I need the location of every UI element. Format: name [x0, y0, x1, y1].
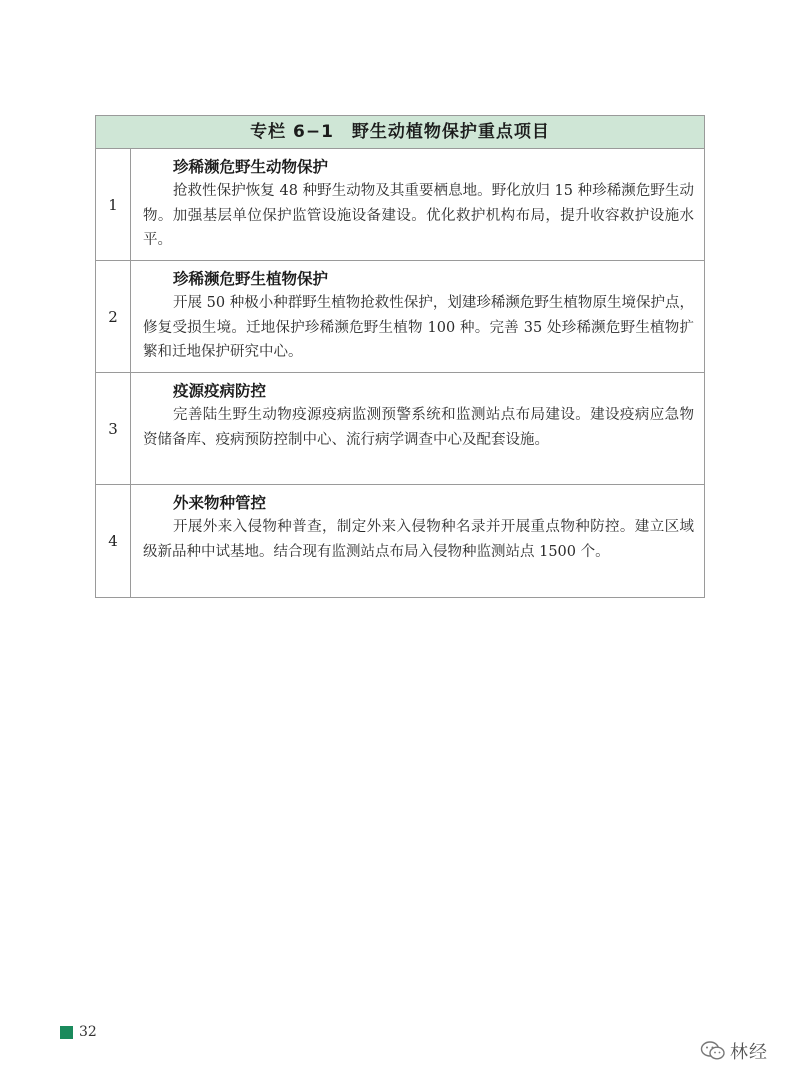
row-number: 2: [96, 261, 131, 372]
row-content: [131, 261, 704, 372]
row-heading: 外来物种管控: [173, 494, 267, 512]
row-heading: 珍稀濒危野生动物保护: [173, 158, 329, 176]
footer-marker: [60, 1026, 73, 1039]
row-number: 4: [96, 485, 131, 597]
row-number: 1: [96, 149, 131, 260]
page-footer: [60, 1024, 97, 1040]
row-text: 完善陆生野生动物疫源疫病监测预警系统和监测站点布局建设。建设疫病应急物资储备库、疫病预防控制中心、流行病学调查中心及配套设施。: [143, 407, 694, 448]
watermark-text: 林经: [730, 1042, 768, 1063]
project-row: [96, 149, 704, 261]
row-content: [131, 149, 704, 260]
row-content: [131, 485, 704, 597]
project-row: [96, 485, 704, 597]
project-row: [96, 261, 704, 373]
page-number: 32: [79, 1024, 97, 1040]
watermark: [700, 1038, 768, 1064]
row-heading: 珍稀濒危野生植物保护: [173, 270, 329, 288]
row-number: 3: [96, 373, 131, 484]
row-content: [131, 373, 704, 484]
project-box: [95, 115, 705, 598]
box-title: 专栏 6−1 野生动植物保护重点项目: [96, 116, 704, 149]
row-text: 开展外来入侵物种普查，制定外来入侵物种名录并开展重点物种防控。建立区域级新品种中试基地。结合现有监测站点布局入侵物种监测站点 1500 个。: [143, 519, 694, 560]
row-text: 抢救性保护恢复 48 种野生动物及其重要栖息地。野化放归 15 种珍稀濒危野生动物。加强基层单位保护监管设施设备建设。优化救护机构布局，提升收容救护设施水平。: [143, 183, 694, 248]
project-row: [96, 373, 704, 485]
row-heading: 疫源疫病防控: [173, 382, 267, 400]
wechat-icon: [700, 1040, 726, 1062]
row-text: 开展 50 种极小种群野生植物抢救性保护，划建珍稀濒危野生植物原生境保护点，修复受损生境。迁地保护珍稀濒危野生植物 100 种。完善 35 处珍稀濒危野生植物扩繁和迁地保护研究中心。: [143, 295, 694, 360]
